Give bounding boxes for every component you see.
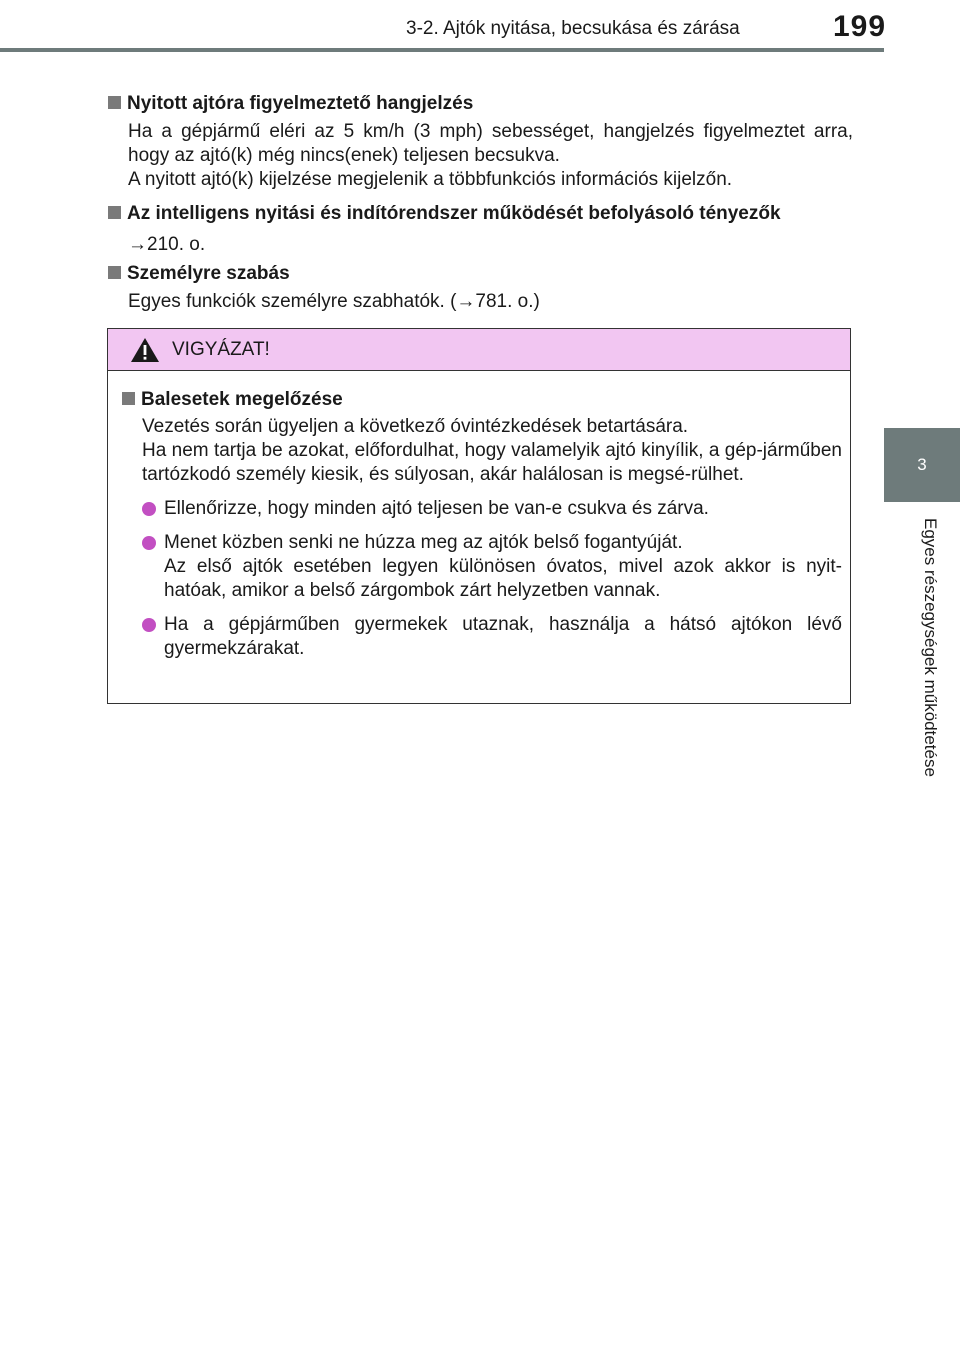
warning-header xyxy=(108,329,850,371)
chapter-number: 3 xyxy=(917,455,927,474)
section-customization xyxy=(108,261,853,314)
square-bullet-icon xyxy=(108,96,121,109)
warning-bullet: Menet közben senki ne húzza meg az ajtók belső fogantyúját. Az első ajtók esetében legyen különösen óvatos, mivel azok akkor is nyit-hatóak, amikor a belső zárgombok zárt helyzetben vannak. xyxy=(142,531,842,603)
section-paragraph: A nyitott ajtó(k) kijelzése megjelenik a többfunkciós információs kijelzőn. xyxy=(128,169,733,190)
warning-triangle-icon xyxy=(130,337,160,363)
warning-bullet: Ha a gépjárműben gyermekek utaznak, használja a hátsó ajtókon lévő gyermekzárakat. xyxy=(142,613,842,661)
page-reference-link[interactable]: →210. o. xyxy=(128,234,206,255)
chapter-label: Egyes részegységek működtetése xyxy=(921,518,940,777)
warning-body xyxy=(108,371,850,661)
square-bullet-icon xyxy=(108,206,121,219)
warning-intro: Vezetés során ügyeljen a következő óvintézkedések betartására. xyxy=(142,416,689,437)
bullet-dot-icon xyxy=(142,502,156,516)
warning-title: Balesetek megelőzése xyxy=(141,389,343,410)
header-section-title: 3-2. Ajtók nyitása, becsukása és zárása xyxy=(406,18,740,39)
chapter-tab xyxy=(884,428,960,502)
square-bullet-icon xyxy=(108,266,121,279)
bullet-dot-icon xyxy=(142,536,156,550)
section-paragraph: Egyes funkciók személyre szabhatók. (→781. o.) xyxy=(128,291,540,312)
section-door-open-warning xyxy=(108,91,853,192)
section-title: Nyitott ajtóra figyelmeztető hangjelzés xyxy=(127,93,474,114)
header-rule xyxy=(0,48,884,52)
page-number: 199 xyxy=(833,10,887,43)
section-paragraph: Ha a gépjármű eléri az 5 km/h (3 mph) sebességet, hangjelzés figyelmeztet arra, hogy az ajtó(k) még nincs(enek) teljesen becsukva. xyxy=(128,121,853,166)
bullet-dot-icon xyxy=(142,618,156,632)
section-smart-entry-factors xyxy=(108,201,853,257)
warning-label: VIGYÁZAT! xyxy=(172,338,270,360)
section-title: Személyre szabás xyxy=(127,263,290,284)
square-bullet-icon xyxy=(122,392,135,405)
warning-intro: Ha nem tartja be azokat, előfordulhat, hogy valamelyik ajtó kinyílik, a gép-járműben tartózkodó személy kiesik, és súlyosan, akár halálosan is megsé-rülhet. xyxy=(142,440,842,485)
section-title: Az intelligens nyitási és indítórendszer működését befolyásoló tényezők xyxy=(127,203,781,224)
warning-bullet: Ellenőrizze, hogy minden ajtó teljesen be van-e csukva és zárva. xyxy=(142,497,842,521)
warning-box xyxy=(107,328,851,704)
